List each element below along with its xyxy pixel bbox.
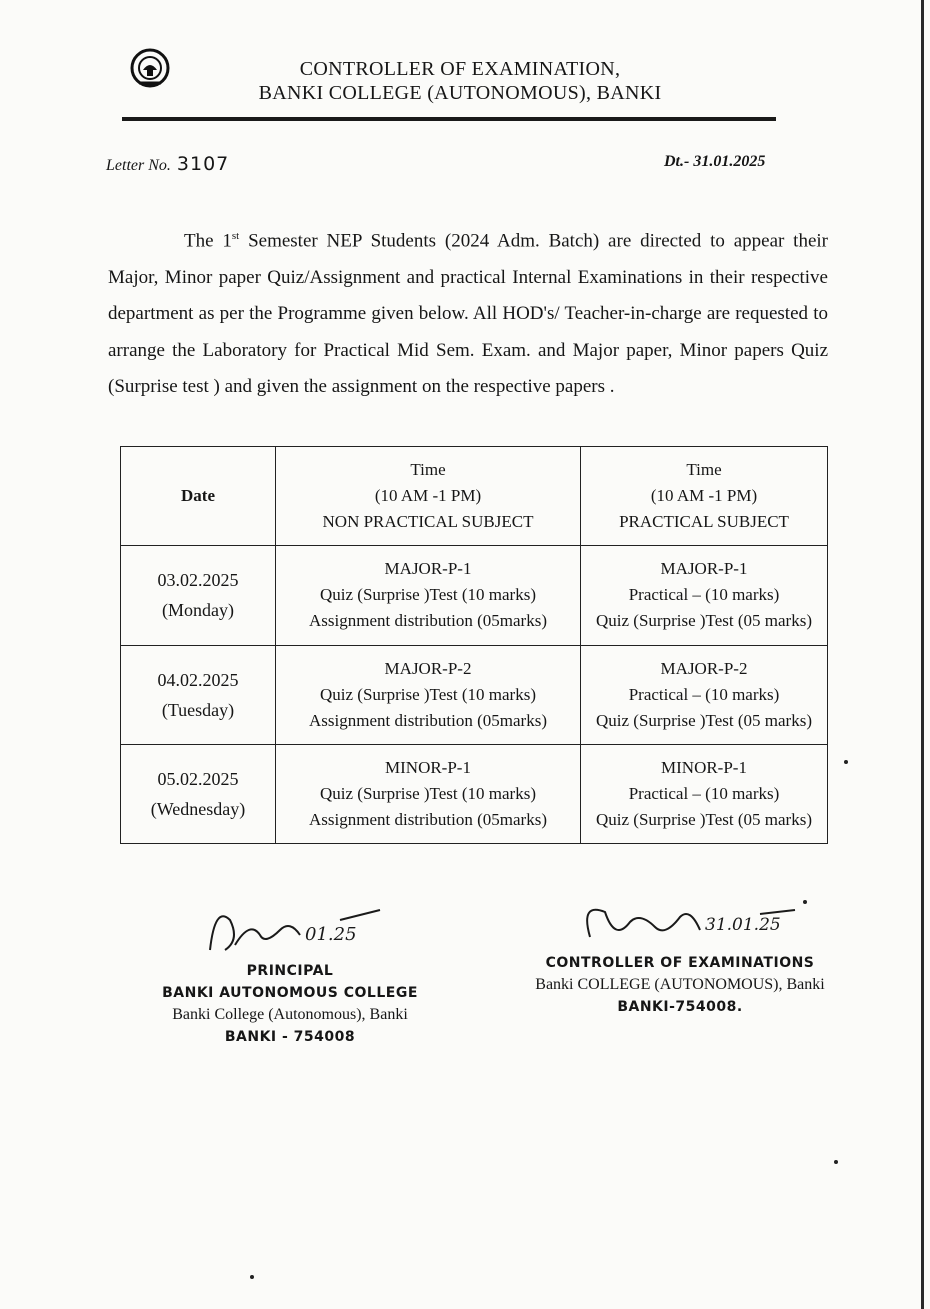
np-header-line1: Time (410, 460, 446, 480)
controller-college-name: Banki COLLEGE (AUTONOMOUS), Banki (535, 976, 825, 993)
paper-name: MAJOR-P-1 (660, 559, 748, 579)
non-practical-header (276, 447, 581, 546)
principal-college-name: Banki College (Autonomous), Banki (172, 1006, 408, 1023)
letter-number-value: 3107 (176, 153, 230, 175)
date-cell (121, 744, 276, 843)
paper-name: MINOR-P-1 (385, 757, 471, 777)
practical-text: Practical – (10 marks) (628, 585, 780, 605)
header-line-2: BANKI COLLEGE (AUTONOMOUS), BANKI (258, 82, 662, 104)
assignment-text: Assignment distribution (05marks) (309, 809, 547, 829)
np-header-line2: (10 AM -1 PM) (374, 486, 482, 506)
scan-speck (250, 1275, 254, 1279)
college-emblem-icon (130, 48, 170, 88)
controller-signature (560, 892, 800, 952)
principal-college-stamp: BANKI AUTONOMOUS COLLEGE (162, 985, 418, 1001)
letter-date: Dt.- 31.01.2025 (664, 153, 766, 170)
date-cell (121, 645, 276, 744)
practical-header (581, 447, 828, 546)
scan-speck (803, 900, 807, 904)
header-line-1: CONTROLLER OF EXAMINATION, (299, 58, 621, 80)
table-row (121, 546, 828, 645)
body-text: Semester NEP Students (2024 Adm. Batch) are directed to appear their Major, Minor paper Quiz/Assignment and practical Internal Examinations in their respective department as per the Programme given below. All HOD's/ Teacher-in-charge are requested to arrange the Laboratory for Practical Mid Sem. Exam. and Major paper, Minor papers Quiz (Surprise test ) and given the assignment on the respective papers . (108, 230, 829, 398)
principal-date: 01.25 (305, 924, 357, 945)
paper-name: MINOR-P-1 (661, 757, 747, 777)
np-header-line3: NON PRACTICAL SUBJECT (322, 512, 534, 532)
notice-body (108, 218, 828, 406)
quiz-text: Quiz (Surprise )Test (05 marks) (596, 710, 812, 730)
day-value: (Monday) (162, 600, 234, 621)
non-practical-cell (276, 645, 581, 744)
scan-speck (834, 1160, 838, 1164)
principal-signature (190, 900, 390, 960)
quiz-text: Quiz (Surprise )Test (10 marks) (320, 783, 536, 803)
quiz-text: Quiz (Surprise )Test (10 marks) (320, 585, 536, 605)
quiz-text: Quiz (Surprise )Test (05 marks) (596, 809, 812, 829)
scan-speck (844, 760, 848, 764)
principal-stamp: PRINCIPAL (246, 963, 334, 979)
practical-cell (581, 744, 828, 843)
date-value: 03.02.2025 (157, 570, 239, 591)
p-header-line2: (10 AM -1 PM) (650, 486, 758, 506)
quiz-text: Quiz (Surprise )Test (10 marks) (320, 684, 536, 704)
day-value: (Wednesday) (150, 798, 246, 819)
table-row (121, 744, 828, 843)
letter-number-label: Letter No. (106, 157, 171, 174)
date-value: 04.02.2025 (157, 669, 239, 690)
controller-stamp: CONTROLLER OF EXAMINATIONS (545, 955, 815, 971)
practical-cell (581, 546, 828, 645)
p-header-line3: PRACTICAL SUBJECT (619, 512, 789, 532)
paper-name: MAJOR-P-2 (660, 658, 748, 678)
letter-number (106, 153, 229, 175)
scan-edge (921, 0, 924, 1309)
principal-signature-block (130, 900, 450, 1048)
practical-cell (581, 645, 828, 744)
practical-text: Practical – (10 marks) (628, 783, 780, 803)
controller-signature-block (520, 892, 840, 1018)
exam-schedule-table (120, 446, 828, 844)
non-practical-cell (276, 744, 581, 843)
controller-date: 31.01.25 (705, 915, 781, 935)
body-intro: The 1 (184, 230, 232, 252)
non-practical-cell (276, 546, 581, 645)
day-value: (Tuesday) (161, 699, 235, 720)
practical-text: Practical – (10 marks) (628, 684, 780, 704)
p-header-line1: Time (686, 460, 722, 480)
date-value: 05.02.2025 (157, 768, 239, 789)
paper-name: MAJOR-P-1 (384, 559, 472, 579)
quiz-text: Quiz (Surprise )Test (05 marks) (596, 611, 812, 631)
assignment-text: Assignment distribution (05marks) (309, 710, 547, 730)
principal-pin-stamp: BANKI - 754008 (224, 1029, 356, 1045)
controller-pin-stamp: BANKI-754008. (617, 999, 743, 1015)
body-sup: st (231, 230, 240, 242)
table-header-row (121, 447, 828, 546)
date-cell (121, 546, 276, 645)
assignment-text: Assignment distribution (05marks) (309, 611, 547, 631)
table-row (121, 645, 828, 744)
header-divider (122, 117, 776, 121)
date-header: Date (121, 447, 276, 546)
paper-name: MAJOR-P-2 (384, 658, 472, 678)
